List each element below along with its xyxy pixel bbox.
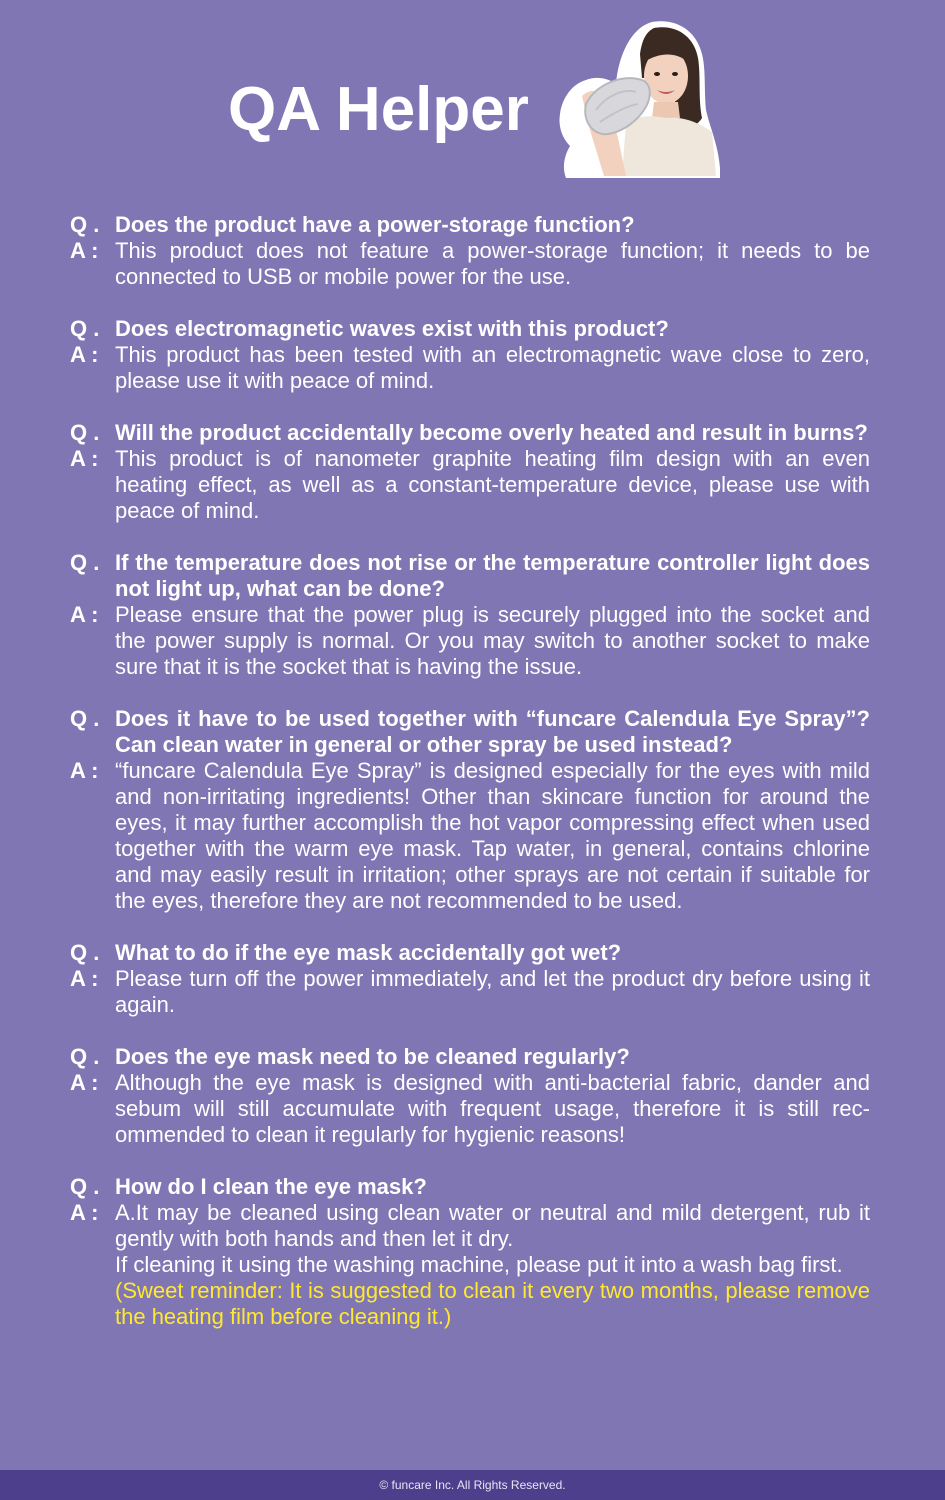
qa-item bbox=[70, 420, 870, 524]
question-tag: Q . bbox=[70, 1174, 100, 1199]
answer-tag: A : bbox=[70, 758, 99, 783]
qa-item-cleaning bbox=[70, 1174, 870, 1330]
answer-line-machine-wash: If cleaning it using the washing machine, please put it into a wash bag first. bbox=[115, 1252, 843, 1277]
question-tag: Q . bbox=[70, 420, 100, 445]
answer-row bbox=[70, 1200, 870, 1330]
answer-row bbox=[70, 966, 870, 1018]
answer-text: This product does not feature a power-storage function; it needs to be connected to USB or mobile power for the use. bbox=[115, 238, 870, 289]
answer-row bbox=[70, 758, 870, 914]
answer-tag: A : bbox=[70, 1070, 99, 1095]
question-tag: Q . bbox=[70, 212, 100, 237]
question-row bbox=[70, 550, 870, 602]
answer-text bbox=[115, 1200, 870, 1330]
answer-tag: A : bbox=[70, 238, 99, 263]
question-tag: Q . bbox=[70, 550, 100, 575]
answer-line-hand-wash: A.It may be cleaned using clean water or neutral and mild detergent, rub it gently with both hands and then let it dry. bbox=[115, 1200, 870, 1251]
answer-text: Although the eye mask is designed with anti-bacterial fabric, dander and sebum will still accumulate with frequent usage, therefore it is still recommended to clean it regularly for hygienic reasons! bbox=[115, 1070, 870, 1147]
question-tag: Q . bbox=[70, 316, 100, 341]
page-title: QA Helper bbox=[228, 75, 529, 144]
question-text: Will the product accidentally become overly heated and result in burns? bbox=[115, 420, 868, 445]
footer-copyright: © funcare Inc. All Rights Reserved. bbox=[0, 1470, 945, 1500]
question-row bbox=[70, 1174, 870, 1200]
question-text: Does the product have a power-storage function? bbox=[115, 212, 635, 237]
question-row bbox=[70, 940, 870, 966]
answer-text: Please ensure that the power plug is securely plugged into the socket and the power supply is normal. Or you may switch to another socket to make sure that it is the socket that is having the issue. bbox=[115, 602, 870, 679]
question-text: Does the eye mask need to be cleaned regularly? bbox=[115, 1044, 630, 1069]
question-row bbox=[70, 706, 870, 758]
qa-item bbox=[70, 1044, 870, 1148]
answer-tag: A : bbox=[70, 342, 99, 367]
question-tag: Q . bbox=[70, 940, 100, 965]
question-row bbox=[70, 1044, 870, 1070]
question-text: What to do if the eye mask accidentally got wet? bbox=[115, 940, 622, 965]
answer-tag: A : bbox=[70, 446, 99, 471]
answer-text: “funcare Calendula Eye Spray” is designed especially for the eyes with mild and non-irritating ingredients! Other than skincare function for around the eyes, it may further accomplish the hot vapor compressing effect when used together with the warm eye mask. Tap water, in general, contains chlorine and may easily result in irritation; other sprays are not certain if suitable for the eyes, therefore they are not recommended to be used. bbox=[115, 758, 870, 913]
sweet-reminder: (Sweet reminder: It is suggested to clean it every two months, please remove the heating film before cleaning it.) bbox=[115, 1278, 870, 1329]
model-holding-eye-mask-photo bbox=[556, 18, 722, 180]
qa-item bbox=[70, 940, 870, 1018]
question-tag: Q . bbox=[70, 706, 100, 731]
answer-tag: A : bbox=[70, 966, 99, 991]
answer-text: This product has been tested with an electromagnetic wave close to zero, please use it with peace of mind. bbox=[115, 342, 870, 393]
qa-item bbox=[70, 316, 870, 394]
answer-tag: A : bbox=[70, 1200, 99, 1225]
question-row bbox=[70, 316, 870, 342]
header bbox=[0, 0, 945, 200]
answer-text: Please turn off the power immediately, and let the product dry before using it again. bbox=[115, 966, 870, 1017]
answer-text: This product is of nanometer graphite heating film design with an even heating effect, as well as a constant-temperature device, please use with peace of mind. bbox=[115, 446, 870, 523]
question-tag: Q . bbox=[70, 1044, 100, 1069]
question-text: If the temperature does not rise or the temperature controller light does not light up, what can be done? bbox=[115, 550, 870, 601]
question-text: Does it have to be used together with “funcare Calendula Eye Spray”? Can clean water in general or other spray be used instead? bbox=[115, 706, 870, 757]
answer-row bbox=[70, 602, 870, 680]
answer-row bbox=[70, 1070, 870, 1148]
qa-list bbox=[70, 212, 870, 1356]
qa-item bbox=[70, 212, 870, 290]
qa-item bbox=[70, 550, 870, 680]
answer-row bbox=[70, 446, 870, 524]
qa-item bbox=[70, 706, 870, 914]
question-text: How do I clean the eye mask? bbox=[115, 1174, 427, 1199]
answer-row bbox=[70, 238, 870, 290]
question-row bbox=[70, 212, 870, 238]
question-text: Does electromagnetic waves exist with this product? bbox=[115, 316, 669, 341]
question-row bbox=[70, 420, 870, 446]
answer-tag: A : bbox=[70, 602, 99, 627]
answer-row bbox=[70, 342, 870, 394]
